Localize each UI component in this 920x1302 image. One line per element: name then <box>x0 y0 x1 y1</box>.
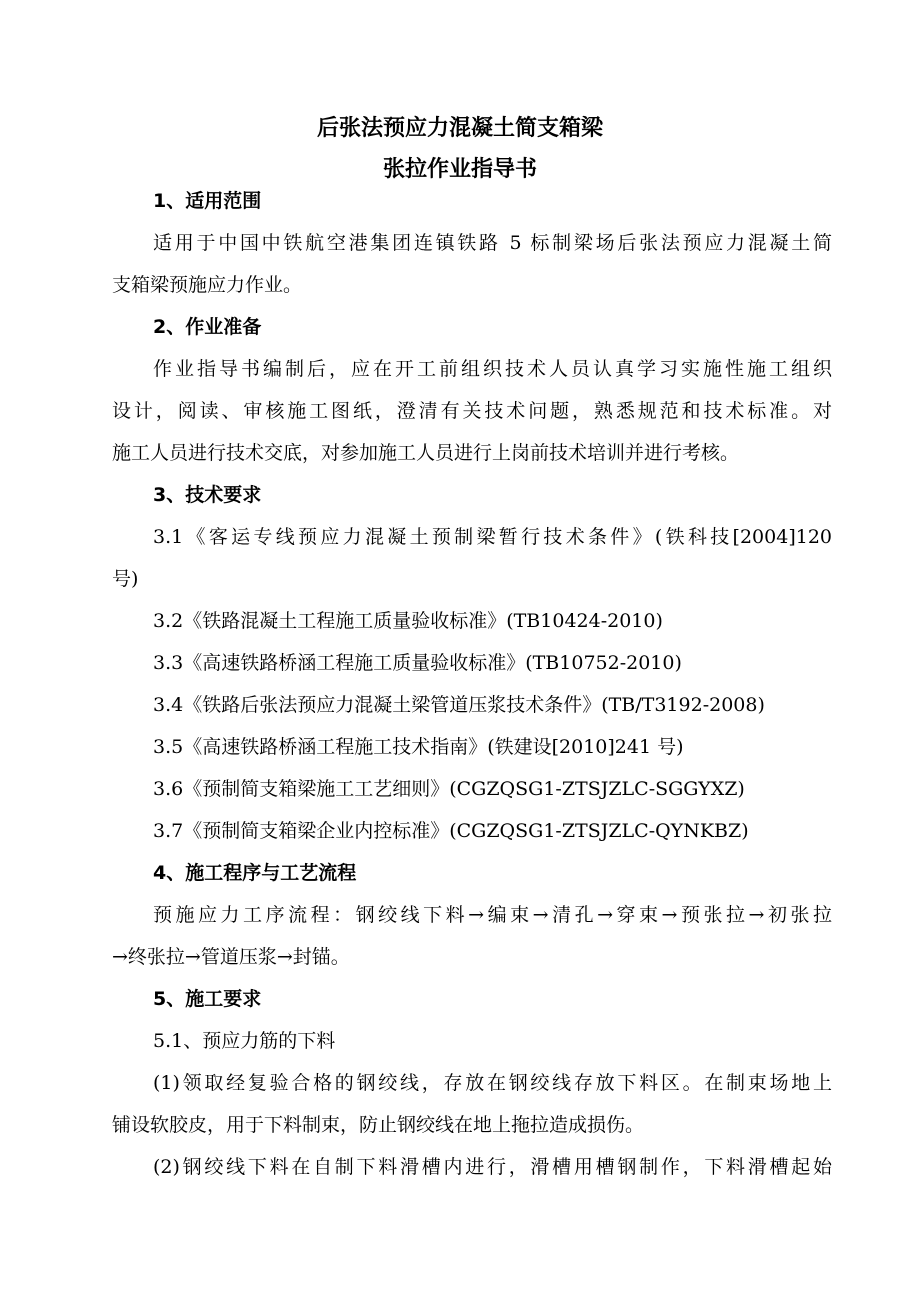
section2-paragraph-line3: 施工人员进行技术交底，对参加施工人员进行上岗前技术培训并进行考核。 <box>112 442 740 464</box>
reference-item: 3.4《铁路后张法预应力混凝土梁管道压浆技术条件》(TB/T3192-2008) <box>153 694 765 716</box>
section4-paragraph-line1: 预施应力工序流程：钢绞线下料→编束→清孔→穿束→预张拉→初张拉 <box>153 904 832 926</box>
section-heading-construction-requirements: 5、施工要求 <box>153 988 262 1010</box>
section-heading-process-flow: 4、施工程序与工艺流程 <box>153 862 357 884</box>
section1-paragraph-line1: 适用于中国中铁航空港集团连镇铁路 5 标制梁场后张法预应力混凝土简 <box>153 232 832 254</box>
section4-paragraph-line2: →终张拉→管道压浆→封锚。 <box>112 946 350 968</box>
subsection-heading-tendon-cutting: 5.1、预应力筋的下料 <box>153 1030 336 1052</box>
section-heading-technical-requirements: 3、技术要求 <box>153 484 262 506</box>
reference-item: 3.6《预制简支箱梁施工工艺细则》(CGZQSG1-ZTSJZLC-SGGYXZ) <box>153 778 745 800</box>
section2-paragraph-line2: 设计，阅读、审核施工图纸，澄清有关技术问题，熟悉规范和技术标准。对 <box>112 400 832 422</box>
reference-item: 3.3《高速铁路桥涵工程施工质量验收标准》(TB10752-2010) <box>153 652 682 674</box>
section5-paragraph1-line1: (1)领取经复验合格的钢绞线，存放在钢绞线存放下料区。在制束场地上 <box>153 1072 832 1094</box>
reference-item: 3.7《预制简支箱梁企业内控标准》(CGZQSG1-ZTSJZLC-QYNKBZ) <box>153 820 749 842</box>
section-heading-scope: 1、适用范围 <box>153 190 262 212</box>
reference-item-continuation: 号) <box>112 568 139 590</box>
section5-paragraph2-line1: (2)钢绞线下料在自制下料滑槽内进行，滑槽用槽钢制作，下料滑槽起始 <box>153 1156 832 1178</box>
section-heading-preparation: 2、作业准备 <box>153 316 262 338</box>
section1-paragraph-line2: 支箱梁预施应力作业。 <box>112 274 303 296</box>
document-title-line2: 张拉作业指导书 <box>382 157 537 182</box>
document-title-line1: 后张法预应力混凝土简支箱梁 <box>316 116 603 141</box>
reference-item: 3.1《客运专线预应力混凝土预制梁暂行技术条件》(铁科技[2004]120 <box>153 526 832 548</box>
section2-paragraph-line1: 作业指导书编制后，应在开工前组织技术人员认真学习实施性施工组织 <box>153 358 832 380</box>
reference-item: 3.5《高速铁路桥涵工程施工技术指南》(铁建设[2010]241 号) <box>153 736 684 758</box>
section5-paragraph1-line2: 铺设软胶皮，用于下料制束，防止钢绞线在地上拖拉造成损伤。 <box>112 1114 645 1136</box>
reference-item: 3.2《铁路混凝土工程施工质量验收标准》(TB10424-2010) <box>153 610 663 632</box>
